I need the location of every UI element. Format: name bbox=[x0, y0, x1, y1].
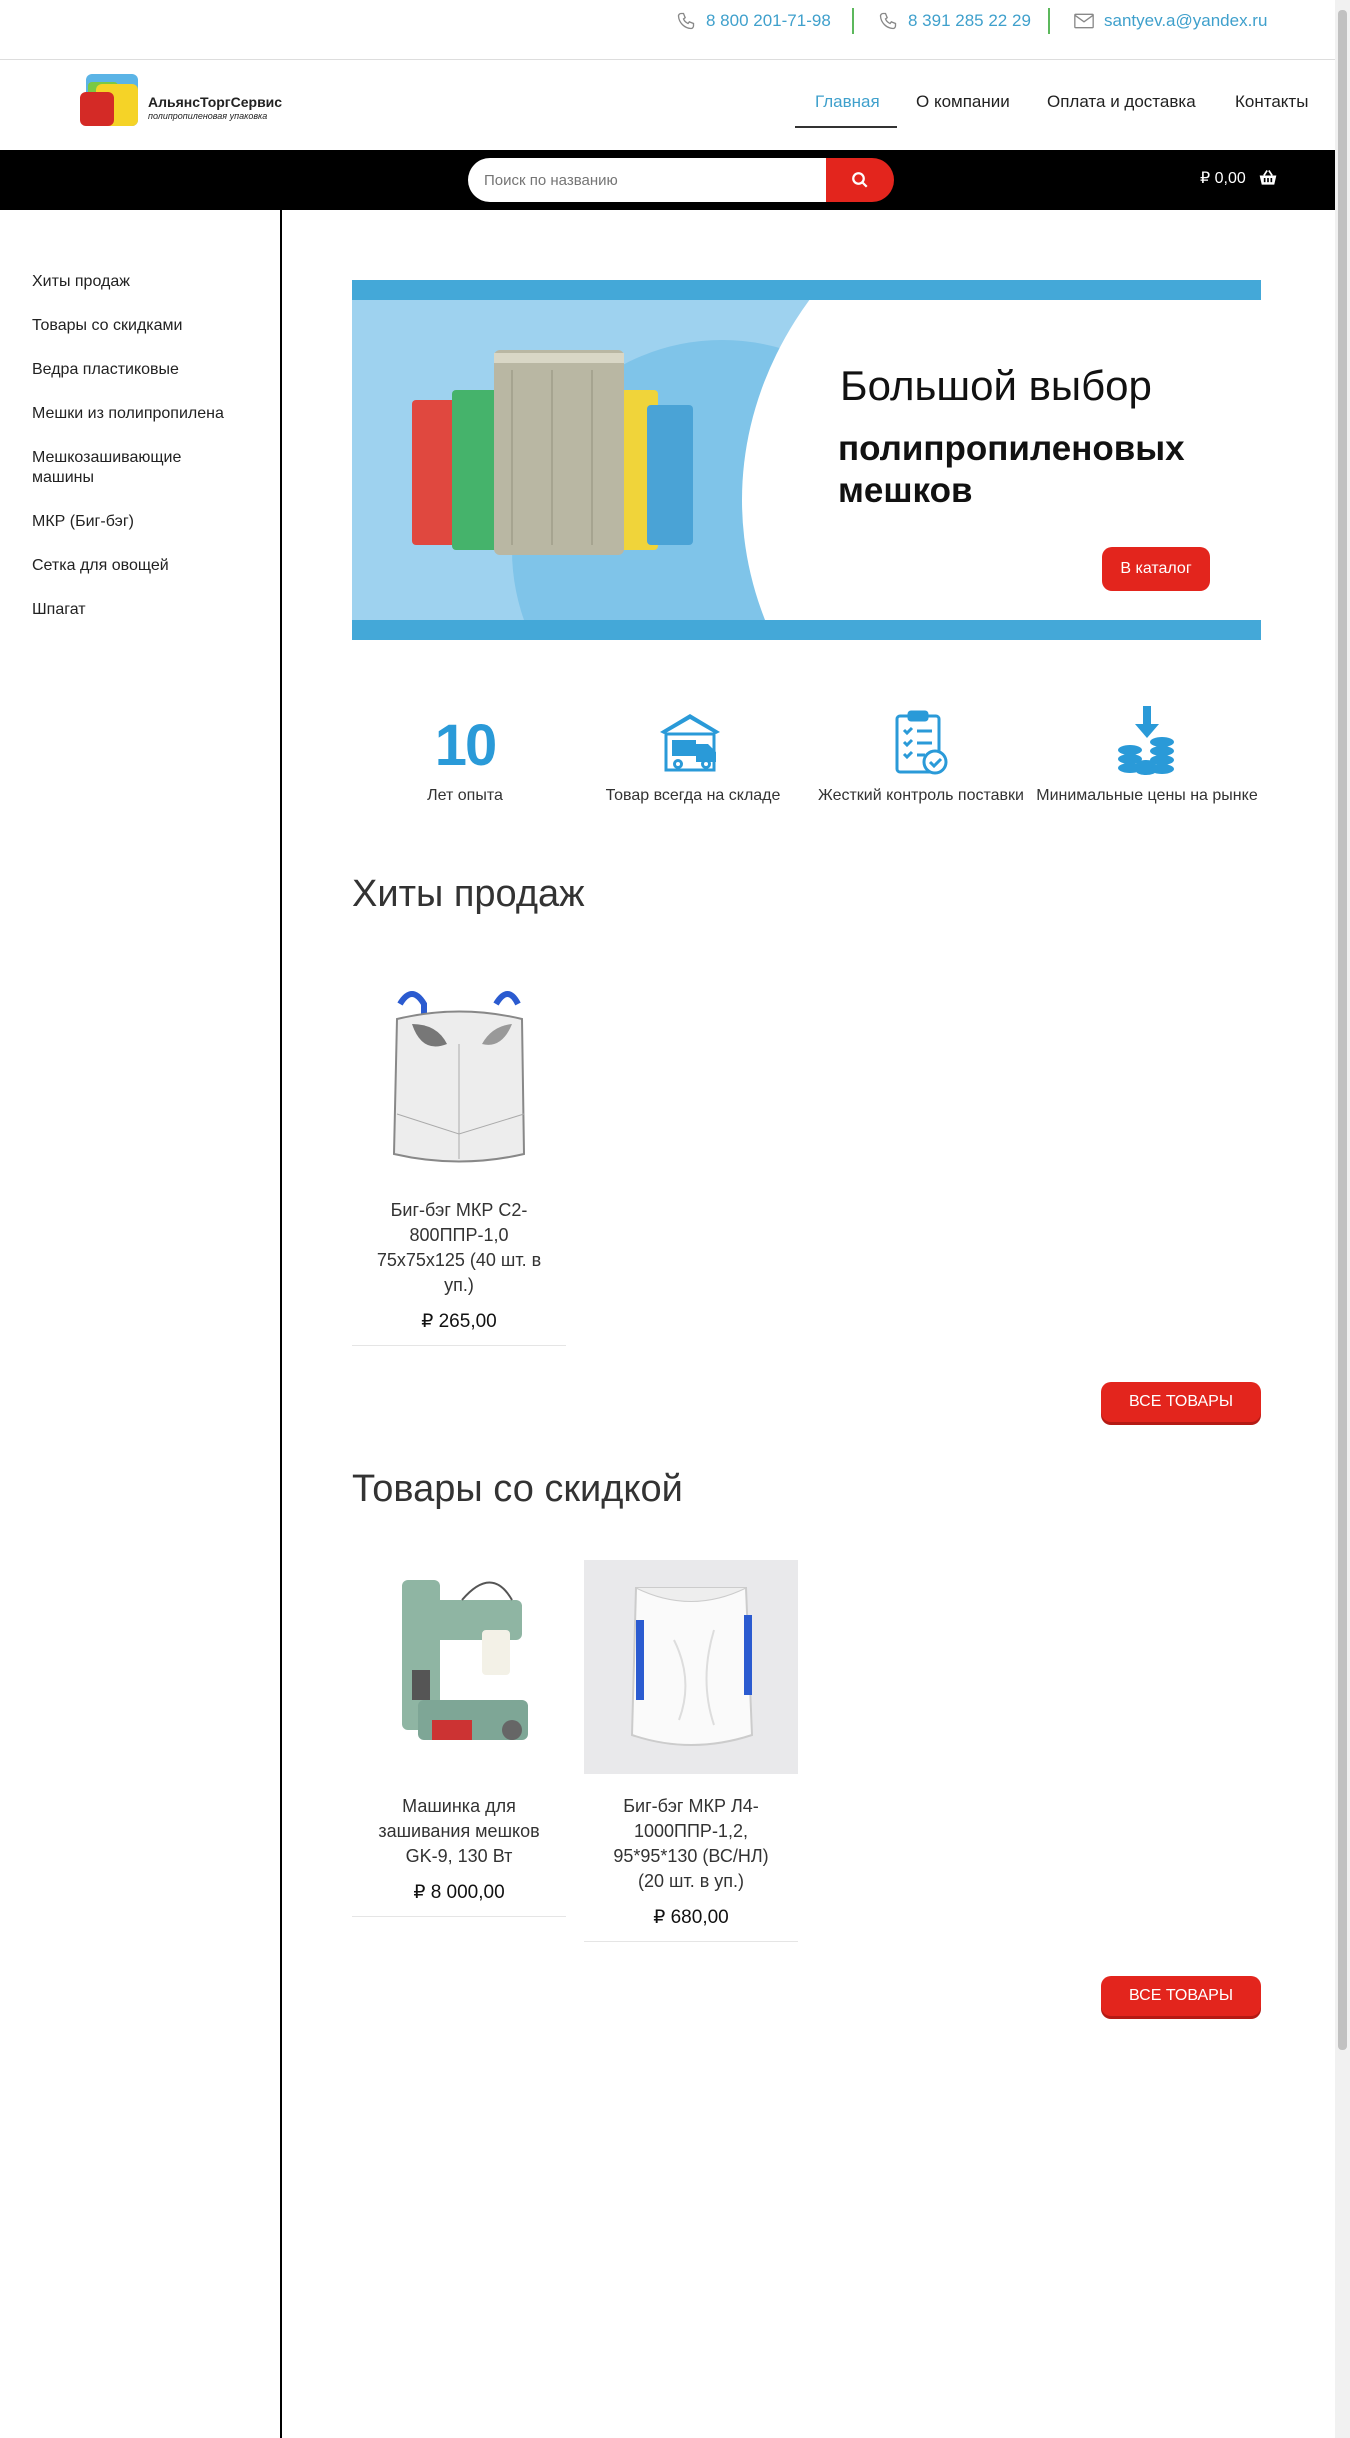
product-card[interactable] bbox=[352, 1560, 566, 1917]
nav-about[interactable]: О компании bbox=[916, 92, 1010, 111]
feature-experience bbox=[352, 700, 578, 808]
contact-phone-2-text[interactable]: 8 391 285 22 29 bbox=[908, 11, 1031, 30]
product-name[interactable]: Машинка для зашивания мешков GK-9, 130 Вт bbox=[378, 1796, 540, 1866]
product-image[interactable] bbox=[352, 964, 566, 1178]
feature-stock bbox=[580, 700, 806, 808]
banner-heading: Большой выбор bbox=[840, 362, 1152, 409]
sidebar-item-discounts[interactable]: Товары со скидками bbox=[32, 317, 183, 334]
feature-years-number: 10 bbox=[434, 713, 496, 778]
sidebar-item-big-bags[interactable]: МКР (Биг-бэг) bbox=[32, 513, 135, 530]
product-name[interactable]: Биг-бэг МКР С2-800ППР-1,0 75х75х125 (40 шт. в уп.) bbox=[376, 1200, 542, 1295]
logo-subtitle: полипропиленовая упаковка bbox=[148, 111, 268, 121]
product-price: ₽ 265,00 bbox=[421, 1311, 497, 1332]
search-input[interactable] bbox=[468, 158, 828, 202]
feature-prices-icon-wrap bbox=[1034, 700, 1260, 776]
envelope-icon bbox=[1074, 13, 1094, 29]
banner-background bbox=[352, 300, 1261, 620]
search-bar bbox=[0, 150, 1335, 210]
feature-stock-label: Товар всегда на складе bbox=[605, 787, 781, 804]
nav-active-underline bbox=[795, 126, 897, 128]
sidebar-item-twine[interactable]: Шпагат bbox=[32, 601, 86, 618]
nav-payment-delivery[interactable]: Оплата и доставка bbox=[1047, 92, 1196, 111]
product-name[interactable]: Биг-бэг МКР Л4-1000ППР-1,2, 95*95*130 (ВС/НЛ) (20 шт. в уп.) bbox=[613, 1796, 769, 1891]
warehouse-truck-icon bbox=[658, 712, 728, 776]
product-price: ₽ 8 000,00 bbox=[413, 1882, 505, 1903]
sewing-machine-image bbox=[352, 1560, 566, 1774]
sidebar-item-sewing-machines[interactable]: Мешкозашивающие машины bbox=[32, 449, 182, 486]
bestsellers-title: Хиты продаж bbox=[352, 873, 585, 915]
nav-home[interactable]: Главная bbox=[815, 92, 880, 111]
top-contact-bar bbox=[0, 0, 1335, 60]
product-price: ₽ 680,00 bbox=[653, 1907, 729, 1928]
contact-separator bbox=[1048, 8, 1050, 34]
phone-icon bbox=[878, 11, 898, 31]
clipboard-check-icon bbox=[893, 710, 949, 776]
feature-control-label: Жесткий контроль поставки bbox=[818, 787, 1024, 804]
site-logo[interactable] bbox=[80, 74, 283, 136]
nav-contacts[interactable]: Контакты bbox=[1235, 92, 1309, 111]
big-bag-image bbox=[352, 964, 566, 1178]
site-header bbox=[0, 60, 1335, 150]
sidebar-item-buckets[interactable]: Ведра пластиковые bbox=[32, 361, 179, 378]
discounts-title: Товары со скидкой bbox=[352, 1468, 683, 1510]
logo-square-red bbox=[80, 92, 114, 126]
sidebar-item-vegetable-net[interactable]: Сетка для овощей bbox=[32, 557, 169, 574]
cart-total[interactable]: ₽ 0,00 bbox=[1200, 170, 1246, 187]
basket-icon[interactable] bbox=[1258, 169, 1278, 187]
sidebar-item-pp-bags[interactable]: Мешки из полипропилена bbox=[32, 405, 224, 422]
cart-widget[interactable] bbox=[1200, 168, 1278, 188]
feature-experience-icon bbox=[352, 700, 578, 776]
feature-control-icon-wrap bbox=[808, 700, 1034, 776]
scrollbar-thumb[interactable] bbox=[1338, 10, 1347, 2050]
contact-separator bbox=[852, 8, 854, 34]
promo-banner bbox=[352, 280, 1261, 640]
page-scrollbar[interactable] bbox=[1335, 0, 1350, 2438]
coins-down-arrow-icon bbox=[1112, 706, 1182, 776]
discounts-all-button[interactable]: ВСЕ ТОВАРЫ bbox=[1101, 1976, 1261, 2016]
bestsellers-all-button[interactable]: ВСЕ ТОВАРЫ bbox=[1101, 1382, 1261, 1422]
category-sidebar bbox=[0, 210, 282, 2438]
contact-email-text[interactable]: santyev.a@yandex.ru bbox=[1104, 11, 1268, 30]
product-card[interactable] bbox=[352, 964, 566, 1346]
product-image[interactable] bbox=[352, 1560, 566, 1774]
logo-title: АльянсТоргСервис bbox=[148, 94, 283, 110]
product-card[interactable] bbox=[584, 1560, 798, 1942]
banner-subheading: полипропиленовых мешков bbox=[838, 429, 1185, 510]
phone-icon bbox=[676, 11, 696, 31]
contact-email[interactable] bbox=[1074, 10, 1267, 32]
contact-phone-1[interactable] bbox=[676, 10, 831, 32]
feature-low-prices bbox=[1034, 700, 1260, 808]
search-button[interactable] bbox=[826, 158, 894, 202]
feature-prices-label: Минимальные цены на рынке bbox=[1036, 787, 1258, 804]
bags-illustration bbox=[402, 330, 722, 570]
feature-stock-icon-wrap bbox=[580, 700, 806, 776]
big-bag-white-image bbox=[584, 1560, 798, 1774]
sidebar-item-bestsellers[interactable]: Хиты продаж bbox=[32, 273, 130, 290]
feature-experience-label: Лет опыта bbox=[427, 787, 503, 804]
search-form bbox=[468, 158, 894, 202]
feature-control bbox=[808, 700, 1034, 808]
banner-catalog-button[interactable]: В каталог bbox=[1102, 547, 1210, 591]
contact-phone-2[interactable] bbox=[878, 10, 1031, 32]
search-icon bbox=[851, 171, 869, 189]
product-image[interactable] bbox=[584, 1560, 798, 1774]
contact-phone-1-text[interactable]: 8 800 201-71-98 bbox=[706, 11, 831, 30]
